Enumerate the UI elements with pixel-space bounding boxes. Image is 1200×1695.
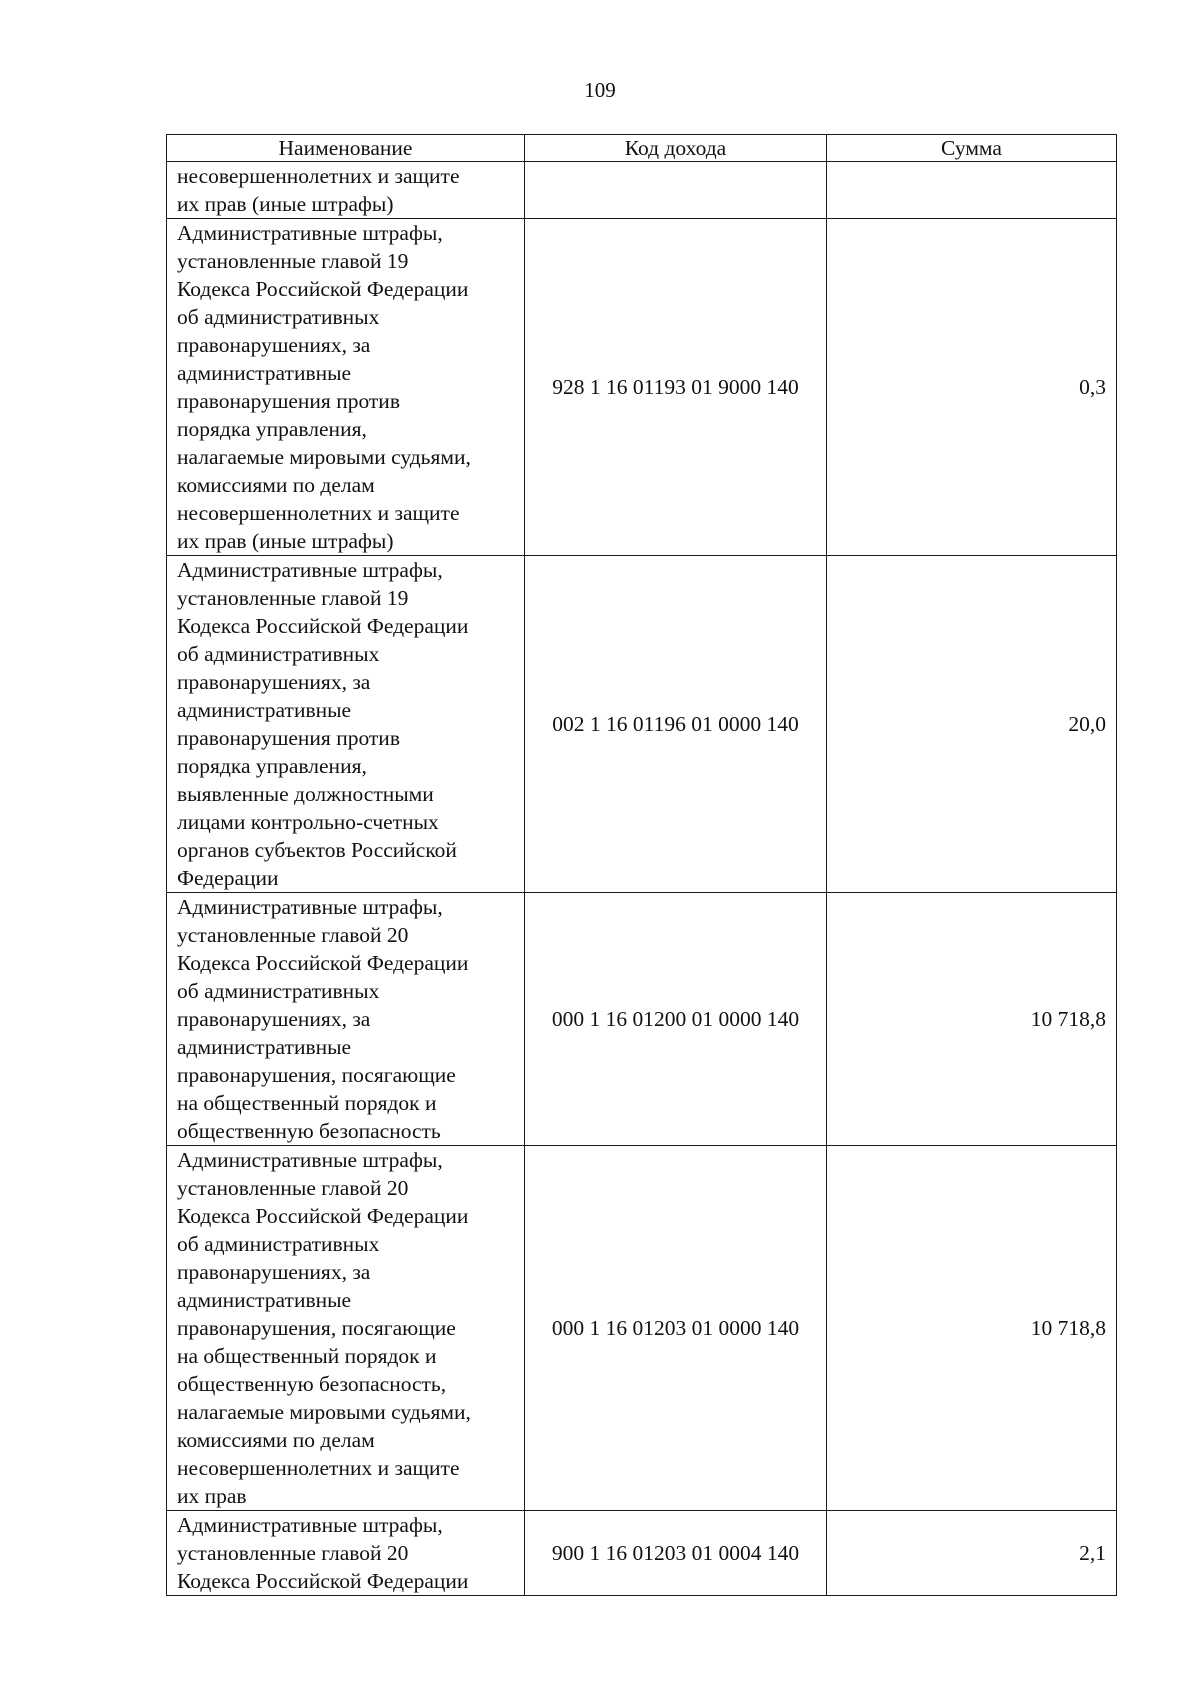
- row-name: несовершеннолетних и защите их прав (иные штрафы): [167, 162, 525, 219]
- header-sum: Сумма: [827, 135, 1117, 162]
- row-name: Административные штрафы, установленные главой 19 Кодекса Российской Федерации об административных правонарушениях, за административные правонарушения против порядка управления, выявленные должностными лицами контрольно-счетных органов субъектов Российской Федерации: [167, 556, 525, 893]
- row-code: [525, 162, 827, 219]
- table-row: [167, 1511, 1117, 1596]
- header-code: Код дохода: [525, 135, 827, 162]
- row-sum: [827, 162, 1117, 219]
- table-row: [167, 1146, 1117, 1511]
- table-header-row: [167, 135, 1117, 162]
- row-code: 002 1 16 01196 01 0000 140: [525, 556, 827, 893]
- row-code: 928 1 16 01193 01 9000 140: [525, 219, 827, 556]
- row-name: Административные штрафы, установленные главой 19 Кодекса Российской Федерации об административных правонарушениях, за административные правонарушения против порядка управления, налагаемые мировыми судьями, комиссиями по делам несовершеннолетних и защите их прав (иные штрафы): [167, 219, 525, 556]
- revenue-table: [166, 134, 1117, 1596]
- table-row: [167, 219, 1117, 556]
- row-name: Административные штрафы, установленные главой 20 Кодекса Российской Федерации об административных правонарушениях, за административные правонарушения, посягающие на общественный порядок и общественную безопасность, налагаемые мировыми судьями, комиссиями по делам несовершеннолетних и защите их прав: [167, 1146, 525, 1511]
- page-number: 109: [584, 78, 616, 102]
- row-sum: 2,1: [827, 1511, 1117, 1596]
- row-sum: 20,0: [827, 556, 1117, 893]
- row-name: Административные штрафы, установленные главой 20 Кодекса Российской Федерации об административных правонарушениях, за административные правонарушения, посягающие на общественный порядок и общественную безопасность: [167, 893, 525, 1146]
- row-name: Административные штрафы, установленные главой 20 Кодекса Российской Федерации: [167, 1511, 525, 1596]
- table-row: [167, 556, 1117, 893]
- table-row: [167, 893, 1117, 1146]
- row-sum: 10 718,8: [827, 1146, 1117, 1511]
- row-code: 900 1 16 01203 01 0004 140: [525, 1511, 827, 1596]
- table-row: [167, 162, 1117, 219]
- row-code: 000 1 16 01200 01 0000 140: [525, 893, 827, 1146]
- header-name: Наименование: [167, 135, 525, 162]
- row-sum: 10 718,8: [827, 893, 1117, 1146]
- row-code: 000 1 16 01203 01 0000 140: [525, 1146, 827, 1511]
- row-sum: 0,3: [827, 219, 1117, 556]
